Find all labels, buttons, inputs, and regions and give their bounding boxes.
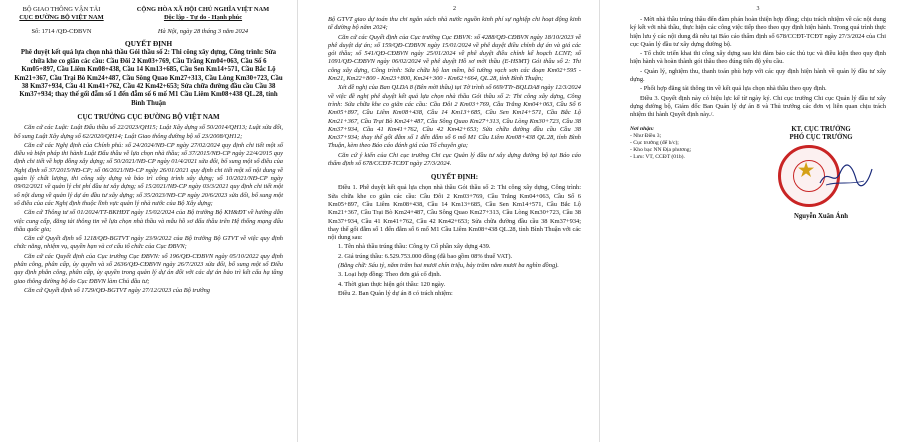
department-name: CỤC ĐƯỜNG BỘ VIỆT NAM (19, 14, 104, 21)
document-page-3 (600, 0, 900, 442)
preamble-para: Căn cứ Thông tư số 01/2024/TT-BKHĐT ngày 15/02/2024 của Bộ trưởng Bộ KH&ĐT về hướng dẫn việc cung cấp, đăng tải thông tin về lựa chọn nhà thầu và mẫu hồ sơ đấu thầu trên Hệ thống mạng đấu thầu quốc gia; (14, 209, 283, 233)
article-2-item: - Phối hợp đăng tải thông tin về kết quả lựa chọn nhà thầu theo quy định. (640, 85, 827, 93)
article-1-item: 4. Thời gian thực hiện gói thầu: 120 ngày. (338, 280, 446, 288)
page-number: 2 (453, 6, 456, 12)
article-1-item: 3. Loại hợp đồng: Theo đơn giá cố định. (338, 271, 442, 279)
decision-title: QUYẾT ĐỊNH (124, 39, 173, 48)
decision-heading: QUYẾT ĐỊNH: (430, 173, 479, 182)
preamble-para: Căn cứ các Luật: Luật Đấu thầu số 22/2023/QH15; Luật Xây dựng số 50/2014/QH13; Luật sửa đổi, bổ sung Luật Xây dựng số 62/2020/QH14; Luật Giao thông đường bộ số 23/2008/QH12; (14, 124, 283, 140)
decision-title-block (14, 40, 283, 108)
preamble-para: Căn cứ các Quyết định của Cục trưởng Cục ĐBVN: số 196/QĐ-CĐBVN ngày 05/10/2022 quy định phân công, phân cấp, ủy quyền và số 2636/QĐ-CĐBVN ngày 26/7/2023 sửa đổi, bổ sung một số Điều quy định phân công, phân cấp, ủy quyền trong quản lý dự án đối với các dự án bảo trì kết cấu hạ tầng giao thông đường bộ do Cục ĐBVN làm Chủ đầu tư; (14, 252, 283, 285)
handwritten-signature-icon (818, 163, 874, 189)
ministry-name: BỘ GIAO THÔNG VẬN TẢI (22, 6, 101, 13)
document-page-1 (0, 0, 298, 442)
recipient-item: - Như Điều 3; (630, 132, 662, 139)
article-1-item: (Bằng chữ: Sáu tỷ, năm trăm hai mươi chín triệu, bảy trăm năm mươi ba nghìn đồng). (338, 262, 559, 270)
recipient-item: - Cục trưởng (để b/c); (630, 139, 679, 146)
article-1-item: 2. Giá trúng thầu: 6.529.753.000 đồng (đã bao gồm 08% thuế VAT). (338, 252, 513, 260)
issuer-block (14, 6, 109, 36)
article-1-item: 1. Tên nhà thầu trúng thầu: Công ty Cổ phần xây dựng 439. (338, 243, 491, 251)
signature-section (630, 126, 886, 222)
page-number: 3 (756, 6, 760, 12)
decision-subject: Phê duyệt kết quả lựa chọn nhà thầu Gói thầu số 2: Thi công xây dựng, Công trình: Sửa chữa khe co giãn các cầu: Cầu Đôi 2 Km03+769, Cầu Trắng Km04+063, Cầu Số 6 Km05+897, Cầu Liêm Km08+438, Cầu 14 Km13+685, Cầu Sen Km14+571, Cầu Bắc Lộ Km21+367, Cầu Trại Bò Km24+487, Cầu Sông Quao Km27+313, Cầu Lòng Km30+723, Cầu 38 Km37+934, Cầu 41 Km41+762, Cầu 42 Km42+653; Sửa chữa đường đầu cầu Cầu 38 Km37+934; thay thế gối đẫm số 1 đến đẫm số 6 mố M1 Cầu Liêm Km08+438 QL.28, tỉnh Bình Thuận (14, 49, 283, 107)
recipients-title: Nơi nhận: (630, 125, 654, 132)
recipient-item: - Lưu: VT, CCĐT (01b). (630, 154, 685, 161)
article-2-item: - Tổ chức triển khai thi công xây dựng sau khi đảm bảo các thủ tục và điều kiện theo quy định hiện hành và hoàn thành gói thầu theo đúng tiến độ yêu cầu. (630, 50, 886, 66)
national-motto-block (123, 6, 283, 36)
document-page-2 (298, 0, 600, 442)
article-3: Điều 3. Quyết định này có hiệu lực kể từ ngày ký. Chi cục trưởng Chi cục Quản lý đầu tư xây dựng đường bộ, Giám đốc Ban Quản lý dự án 8 và Thủ trưởng các đơn vị liên quan chịu trách nhiệm thi hành Quyết định này./. (630, 94, 886, 119)
article-1: Điều 1. Phê duyệt kết quả lựa chọn nhà thầu Gói thầu số 2: Thi công xây dựng, Công trình: Sửa chữa khe co giãn các cầu: Cầu Đôi 2 Km03+769, Cầu Trắng Km04+063, Cầu Số 6 Km05+897, Cầu Liêm Km08+438, Cầu 14 Km13+685, Cầu Sen Km14+571, Cầu Bắc Lộ Km21+367, Cầu Trại Bò Km24+487, Cầu Sông Quao Km27+313, Cầu Lòng Km30+723, Cầu 38 Km37+934, Cầu 41 Km41+762, Cầu 42 Km42+653; Sửa chữa đường đầu cầu 38 Km37+934; thay thế gối đẫm số 1 đến đẫm số 6 mố M1 Cầu Liêm Km08+438 QL.28, tỉnh Bình Thuận với các nội dung sau: (328, 184, 581, 242)
preamble-para: Xét đề nghị của Ban QLDA 8 (Bên mời thầu) tại Tờ trình số 669/TTr-BQLDA8 ngày 12/3/2024 về việc đề nghị phê duyệt kết quả lựa chọn nhà thầu Gói thầu số 2: Thi công xây dựng, Công trình: Sửa chữa khe co giãn các cầu: Cầu Đôi 2 Km03+769, Cầu Trắng Km04+063, Cầu Số 6 Km05+897, Cầu Liêm Km08+438, Cầu 14 Km13+685, Cầu Sen Km14+571, Cầu Bắc Lộ Km21+367, Cầu Trại Bò Km24+487, Cầu Sông Quao Km27+313, Cầu Lòng Km30+723, Cầu 38 Km37+934, Cầu 41 Km41+762, Cầu 42 Km42+653; Sửa chữa đường đầu cầu Cầu 38 Km37+934; thay thế gối đẫm số 1 đến đẫm số 6 mố M1 Cầu Liêm Km08+438 QL.28, tỉnh Bình Thuận, kèm theo Báo cáo đánh giá của Tổ chuyên gia; (328, 84, 581, 150)
preamble-para: Căn cứ ý kiến của Chi cục trưởng Chi cục Quản lý đầu tư xây dựng đường bộ tại Báo cáo thẩm định số 678/CCĐT-TCĐT ngày 27/3/2024. (328, 151, 581, 168)
preamble-para: Căn cứ các Quyết định của Cục trưởng Cục ĐBVN: số 4288/QĐ-CĐBVN ngày 18/10/2023 về phê duyệt dự án; số 159/QĐ-CĐBVN ngày 15/01/2024 về phê duyệt điều chỉnh dự án và giá các gói thầu; số 541/QĐ-CĐBVN ngày 25/01/2024 về phê duyệt điều chỉnh kế hoạch LCNT; số 1091/QĐ-CĐBVN ngày 06/02/2024 về phê duyệt Hồ sơ mời thầu (E-HSMT) Gói thầu số 2: Thi công xây dựng, Công trình: Sửa chữa hộ lan mềm, bổ tường vạch sơn các đoạn Km02+595 - Km21, Km22+800 - Km23+800, Km24+300 - Km62+664, QL.28, tỉnh Bình Thuận; (328, 33, 581, 83)
issue-date: Hà Nội, ngày 28 tháng 3 năm 2024 (157, 28, 249, 35)
signer-name: Nguyễn Xuân Ánh (793, 212, 849, 220)
preamble-para: Căn cứ các Nghị định của Chính phủ: số 24/2024/NĐ-CP ngày 27/02/2024 quy định chi tiết một số điều và biện pháp thi hành Luật Đấu thầu về lựa chọn nhà thầu; số 37/2015/NĐ-CP ngày 22/4/2015 quy định chi tiết về hợp đồng xây dựng; số 50/2021/NĐ-CP ngày 01/4/2021 sửa đổi, bổ sung một số điều của Nghị định số 37/2015/NĐ-CP; số 06/2021/NĐ-CP ngày 26/01/2021 quy định chi tiết một số nội dung về quản lý chất lượng, thi công xây dựng và bảo trì công trình xây dựng; số 10/2021/NĐ-CP ngày 09/02/2021 về quản lý chi phí đầu tư xây dựng; số 15/2021/NĐ-CP ngày 03/3/2021 quy định chi tiết một số nội dung về quản lý dự án đầu tư xây dựng; số 35/2023/NĐ-CP ngày 20/6/2023 sửa đổi, bổ sung một số điều của các Nghị định thuộc lĩnh vực quản lý nhà nước của Bộ Xây dựng; (14, 141, 283, 207)
signatory-title: KT. CỤC TRƯỞNG (791, 125, 851, 133)
document-header (14, 6, 283, 36)
preamble-para: Căn cứ Quyết định số 1729/QĐ-BGTVT ngày 27/12/2023 của Bộ trưởng (24, 286, 210, 294)
republic-name: CỘNG HÒA XÃ HỘI CHỦ NGHĨA VIỆT NAM (136, 6, 270, 13)
recipient-item: - Kho bạc NN Địa phương; (630, 147, 692, 154)
preamble-para: Bộ GTVT giao dự toán thu chi ngân sách nhà nước nguồn kinh phí sự nghiệp chi hoạt động kinh tế đường bộ năm 2024; (328, 16, 581, 32)
signatory-role: PHÓ CỤC TRƯỞNG (789, 134, 853, 142)
seal-star-icon: ★ (798, 159, 815, 180)
authority-heading: CỤC TRƯỞNG CỤC ĐƯỜNG BỘ VIỆT NAM (77, 113, 220, 122)
doc-number: Số: 1714 /QĐ-CĐBVN (31, 28, 92, 35)
preamble-para: Căn cứ Quyết định số 1218/QĐ-BGTVT ngày 23/9/2022 của Bộ trưởng Bộ GTVT về việc quy định chức năng, nhiệm vụ, quyền hạn và cơ cấu tổ chức của Cục ĐBVN; (14, 235, 283, 251)
seal-and-signature (756, 145, 886, 213)
article-2-item: - Mời nhà thầu trúng thầu đến đàm phán hoàn thiện hợp đồng; chịu trách nhiệm về các nội dung ký kết với nhà thầu, thực hiện các công việc tiếp theo theo quy định hiện hành. Trong quá trình thực hiện lưu ý các nội dung đã nêu tại Báo cáo thẩm định số 678/CCĐT-TCĐT ngày 27/3/2024 của Chi cục Quản lý đầu tư xây dựng đường bộ. (630, 16, 886, 48)
article-2: Điều 2. Ban Quản lý dự án 8 có trách nhiệm: (338, 289, 453, 297)
motto: Độc lập - Tự do - Hạnh phúc (163, 14, 243, 21)
signature-block (756, 126, 886, 222)
recipients-list (630, 126, 720, 222)
article-2-item: - Quản lý, nghiệm thu, thanh toán phù hợp với các quy định hiện hành về quản lý đầu tư xây dựng. (630, 67, 886, 84)
